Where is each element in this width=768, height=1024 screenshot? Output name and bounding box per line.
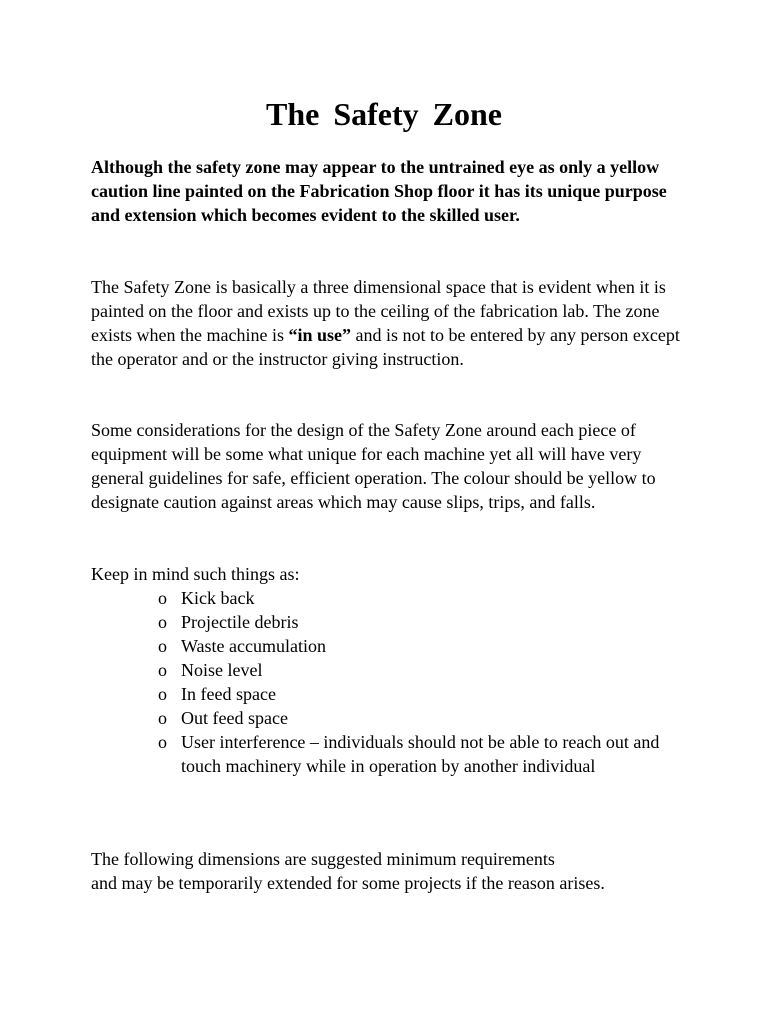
para1-text-after: and is not to be entered by any person except the operator and or the instructor giving instruction. [91, 325, 680, 369]
in-use-emphasis: “in use” [288, 325, 351, 345]
list-item [158, 658, 678, 682]
dimensions-note-paragraph [91, 847, 711, 895]
bullet-icon: o [158, 612, 167, 632]
list-item [158, 634, 678, 658]
list-item [158, 730, 678, 778]
bullet-icon: o [158, 684, 167, 704]
bullet-icon: o [158, 732, 167, 752]
page-title: The Safety Zone [266, 96, 502, 132]
list-item [158, 610, 678, 634]
bullet-icon: o [158, 588, 167, 608]
design-considerations-paragraph: Some considerations for the design of the Safety Zone around each piece of equipment will be some what unique for each machine yet all will have very general guidelines for safe, efficient operation. The colour should be yellow to designate caution against areas which may cause slips, trips, and falls. [91, 420, 656, 512]
bullet-icon: o [158, 708, 167, 728]
dimensions-note-line-1: The following dimensions are suggested minimum requirements [91, 849, 555, 869]
dimensions-note-line-2: and may be temporarily extended for some projects if the reason arises. [91, 873, 605, 893]
list-item [158, 706, 678, 730]
keep-in-mind-heading: Keep in mind such things as: [91, 564, 300, 584]
list-item-text: Noise level [181, 660, 263, 680]
list-item-text: In feed space [181, 684, 276, 704]
para1-text-before: The Safety Zone is basically a three dimensional space that is evident when it is painted on the floor and exists up to the ceiling of the fabrication lab. The zone exists when the machine is [91, 277, 666, 345]
considerations-list [158, 586, 678, 778]
bullet-icon: o [158, 636, 167, 656]
list-item [158, 682, 678, 706]
list-item-text: Kick back [181, 588, 255, 608]
list-item [158, 586, 678, 610]
list-item-text: User interference – individuals should not be able to reach out and touch machinery while in operation by another individual [181, 732, 660, 776]
list-item-text: Waste accumulation [181, 636, 326, 656]
intro-paragraph: Although the safety zone may appear to the untrained eye as only a yellow caution line painted on the Fabrication Shop floor it has its unique purpose and extension which becomes evident to the skilled user. [91, 157, 667, 225]
list-item-text: Projectile debris [181, 612, 299, 632]
safety-zone-definition-paragraph [91, 275, 691, 371]
list-item-text: Out feed space [181, 708, 288, 728]
bullet-icon: o [158, 660, 167, 680]
